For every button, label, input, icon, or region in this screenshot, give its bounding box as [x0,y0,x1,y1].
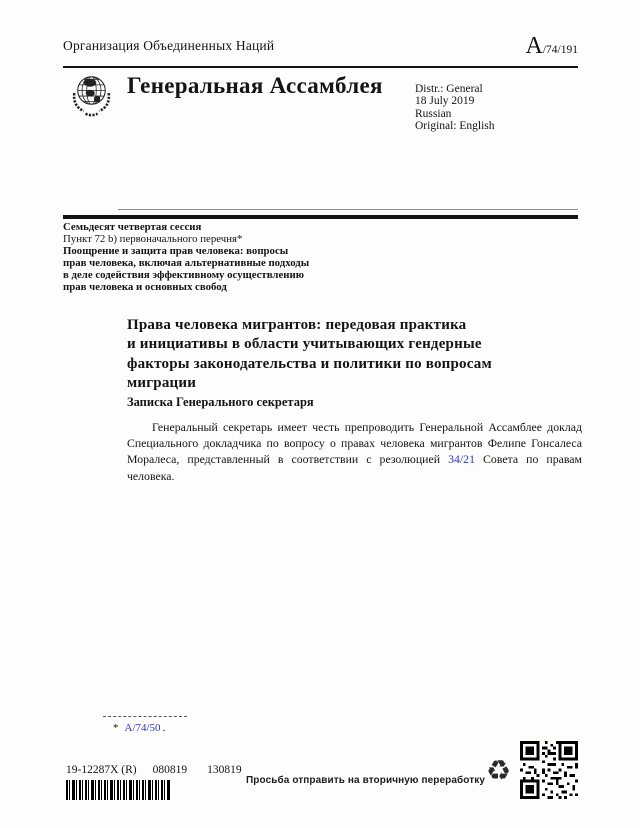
job-number-line [66,764,242,776]
masthead-thin-rule [118,209,578,210]
footnote-marker: * [113,722,119,734]
job-date-2: 130819 [207,764,242,776]
doc-symbol-letter: A [525,33,543,59]
body-paragraph [127,419,582,484]
assembly-title: Генеральная Ассамблея [127,73,383,98]
barcode [66,780,170,800]
job-date-1: 080819 [152,764,188,776]
agenda-item-line: прав человека и основных свобод [63,280,227,293]
document-title [127,316,492,394]
org-name: Организация Объединенных Наций [63,38,275,53]
paragraph-text: Генеральный секретарь имеет честь препроводить Генеральной Ассамблее доклад Специального докладчика по вопросу о правах человека мигрантов Фелипе Гонсалеса Моралеса, представленный в соответствии с резолюцией [127,420,582,467]
footnote-separator [103,716,187,717]
qr-code [518,741,580,804]
footnote-period: . [162,722,166,734]
session-title: Семьдесят четвертая сессия [63,221,202,233]
header-rule [63,66,578,68]
doc-symbol [526,33,578,60]
un-emblem-icon [63,69,120,129]
footnote-doc-link[interactable]: A/74/50 [124,722,161,734]
footnote [113,722,165,734]
agenda-item-line: в деле содействия эффективному осуществлению [63,268,304,281]
distr-line: Russian [415,107,452,120]
agenda-item-line: Поощрение и защита прав человека: вопросы [63,244,289,257]
document-title-line: Права человека мигрантов: передовая практика [127,317,467,333]
document-subtitle: Записка Генерального секретаря [127,395,314,409]
recycle-notice: Просьба отправить на вторичную переработку [246,775,485,786]
agenda-item-number: Пункт 72 b) первоначального перечня* [63,232,243,245]
document-title-line: миграции [127,375,197,392]
session-block [63,222,309,293]
paragraph-text: Совета по правам человека. [127,452,582,483]
distr-block [415,83,495,133]
masthead-thick-rule [63,215,578,219]
distr-line: Original: English [415,120,495,133]
agenda-item-line: прав человека, включая альтернативные подходы [63,256,310,269]
document-title-line: и инициативы в области учитывающих гендерные [127,336,482,353]
document-title-line: факторы законодательства и политики по вопросам [127,355,492,372]
recycle-icon: ♻ [486,754,512,787]
distr-line: Distr.: General [415,83,483,95]
distr-line: 18 July 2019 [415,95,475,108]
job-number: 19-12287X (R) [66,764,137,776]
doc-symbol-number: /74/191 [542,44,578,56]
resolution-link[interactable]: 34/21 [448,452,475,467]
